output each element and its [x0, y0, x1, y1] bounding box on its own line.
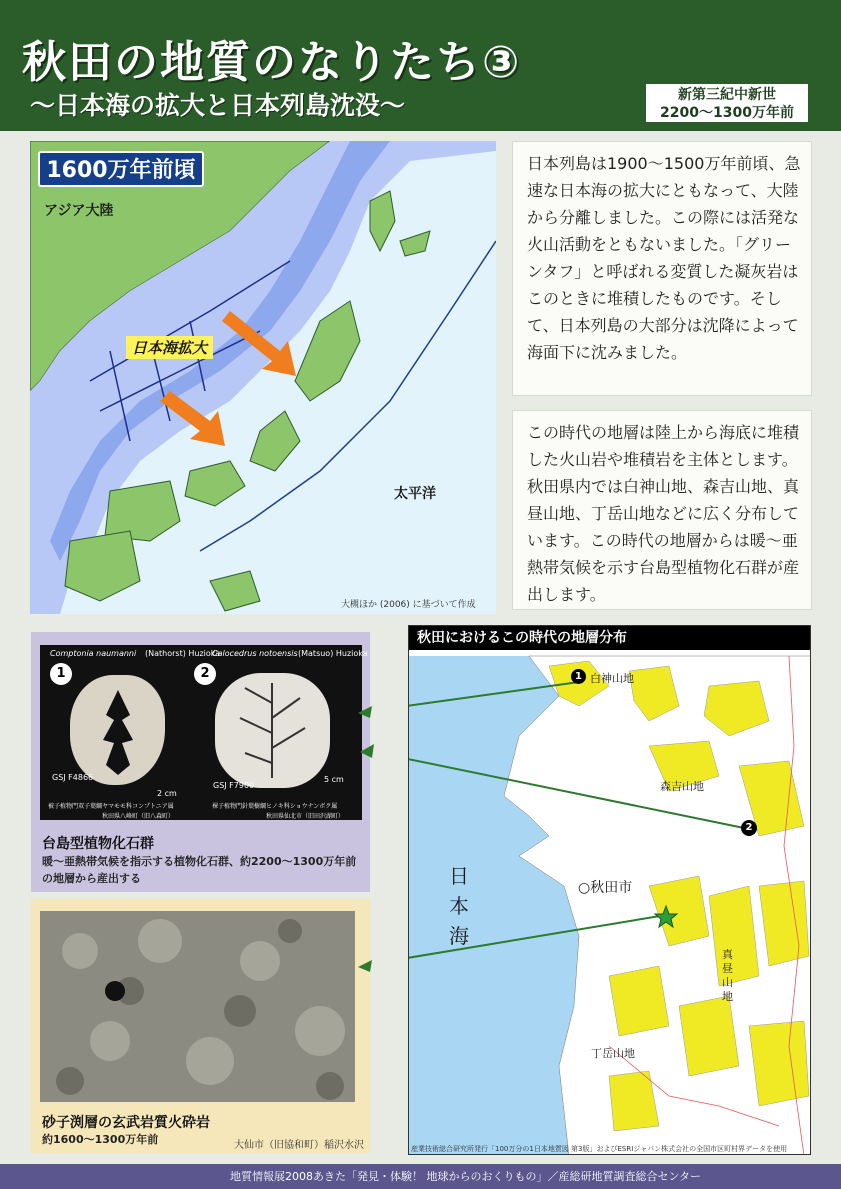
- arrowhead-3-icon: [358, 960, 372, 972]
- leaf-1-icon: [70, 675, 165, 785]
- caption-1-taxon: 被子植物門双子葉綱ヤマモモ科コンプトニア属: [48, 803, 174, 810]
- expansion-label: 日本海拡大: [126, 336, 213, 359]
- specimen-2-id: GSJ F7900: [213, 781, 255, 790]
- arrowhead-2-icon: [360, 744, 374, 758]
- footer: 地質情報展2008あきた「発見・体験！ 地球からのおくりもの」／産総研地質調査総合センター: [0, 1164, 841, 1189]
- page-subtitle: 〜日本海の拡大と日本列島沈没〜: [30, 91, 406, 120]
- label-moriyoshi: 森吉山地: [660, 780, 704, 793]
- species2-author: (Matsuo) Huzioka: [298, 649, 368, 658]
- scale-2: 5 cm: [324, 775, 344, 784]
- arrowheads: [350, 680, 420, 980]
- text-paragraph-1: 日本列島は1900〜1500万年前頃、急速な日本海の拡大にともなって、大陸から分離しました。この際には活発な火山活動をともないました。「グリーンタフ」と呼ばれる変質した凝灰岩はこのときに堆積したものです。そして、日本列島の大部分は沈降によって海面下に沈みました。: [512, 141, 812, 396]
- map-marker-1: 1: [571, 669, 586, 684]
- rock-texture: [40, 911, 355, 1102]
- arrowhead-1-icon: [358, 706, 372, 718]
- era-box: [644, 82, 810, 124]
- sea-label-3: 海: [449, 924, 469, 948]
- caption-2-taxon: 裸子植物門針葉樹綱ヒノキ科ショウナンボク属: [212, 803, 338, 810]
- fossil-2-stone: [215, 673, 330, 788]
- text-paragraph-2: この時代の地層は陸上から海底に堆積した火山岩や堆積岩を主体とします。秋田県内では白神山地、森吉山地、真昼山地、丁岳山地などに広く分布しています。この時代の地層からは暖〜亜熱帯気候を示す台島型植物化石群が産出します。: [512, 410, 812, 610]
- species2-name: Calocedrus notoensis: [212, 649, 298, 658]
- rock-location: 大仙市（旧協和町）稲沢水沢: [234, 1140, 364, 1151]
- species1-name: Comptonia naumanni: [50, 649, 137, 658]
- caption-1-locality: 秋田県八峰町（旧八森町）: [102, 813, 175, 820]
- era-range: 2200〜1300万年前: [660, 105, 794, 121]
- leaf-2-icon: [215, 673, 330, 788]
- fossil-description: 暖〜亜熱帯気候を指示する植物化石群、約2200〜1300万年前の地層から産出する: [42, 855, 357, 885]
- strata-map-heading: 秋田におけるこの時代の地層分布: [409, 626, 810, 650]
- scale-coin: [105, 981, 125, 1001]
- continent-label: アジア大陸: [44, 203, 114, 219]
- species1-author: (Nathorst) Huzioka: [145, 649, 221, 658]
- fossil-1-stone: [70, 675, 165, 785]
- caption-2-locality: 秋田県仙北市（旧田沢湖町）: [266, 813, 345, 820]
- rock-title: 砂子渕層の玄武岩質火砕岩: [42, 1115, 210, 1131]
- fossil-photo: [40, 645, 368, 820]
- pacific-label: 太平洋: [394, 486, 436, 502]
- strata-map-credit: 産業技術総合研究所発行「100万分の1日本地質図 第3版」およびESRIジャパン株式会社の全国市区町村界データを使用: [411, 1145, 788, 1153]
- label-hinoto: 丁岳山地: [591, 1047, 635, 1060]
- fossil-badge-1: 1: [50, 663, 72, 685]
- label-mahiru: 真昼山地: [722, 948, 733, 1003]
- fossil-badge-2: 2: [194, 663, 216, 685]
- label-shirakami: 白神山地: [590, 672, 634, 685]
- map-credit: 大槻ほか (2006) に基づいて作成: [341, 600, 476, 610]
- rock-age: 約1600〜1300万年前: [42, 1133, 159, 1146]
- sea-label-1: 日: [449, 864, 469, 888]
- fossil-title: 台島型植物化石群: [42, 836, 154, 852]
- scale-1: 2 cm: [157, 789, 177, 798]
- label-akita-city: ○秋田市: [578, 880, 633, 896]
- map-marker-2: 2: [741, 820, 757, 836]
- era-badge: 1600万年前頃: [38, 151, 204, 187]
- rock-photo: [40, 911, 355, 1102]
- page-title: 秋田の地質のなりたち③: [22, 37, 522, 88]
- specimen-1-id: GSJ F4866: [52, 773, 94, 782]
- era-name: 新第三紀中新世: [678, 87, 776, 103]
- sea-label-2: 本: [449, 894, 469, 918]
